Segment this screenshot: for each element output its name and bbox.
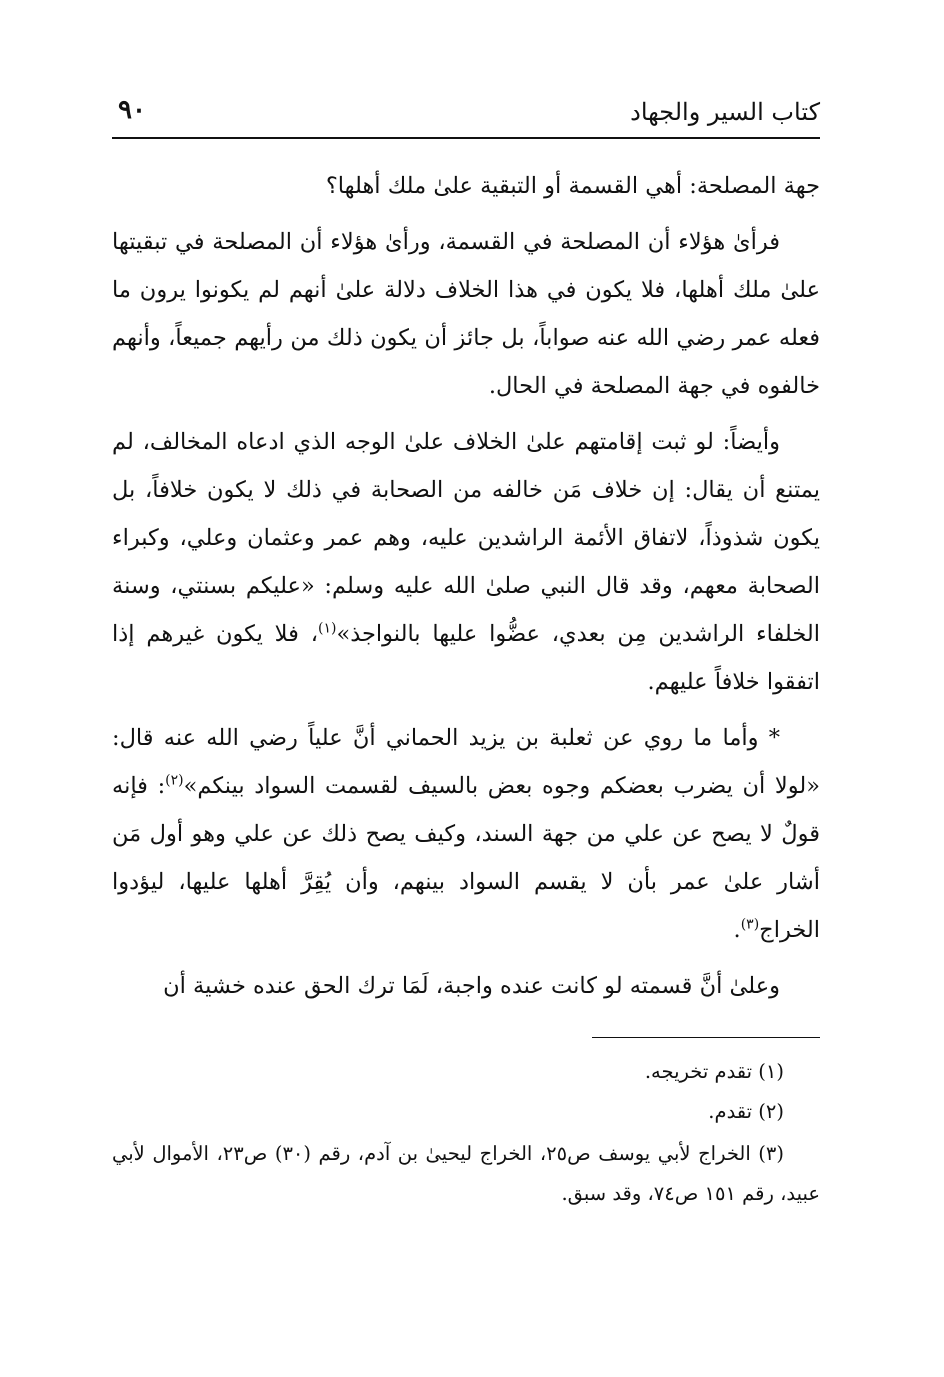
paragraph-5: وعلىٰ أنَّ قسمته لو كانت عنده واجبة، لَمَا ترك الحق عنده خشية أن xyxy=(163,973,780,999)
footnotes xyxy=(112,1052,820,1214)
paragraph-2: فرأىٰ هؤلاء أن المصلحة في القسمة، ورأىٰ هؤلاء أن المصلحة في تبقيتها علىٰ ملك أهلها، فلا يكون في هذا الخلاف دلالة علىٰ أنهم لم يكونوا يرون ما فعله عمر رضي الله عنه صواباً، بل جائز أن يكون ذلك من رأيهم جميعاً، وأنهم خالفوه في جهة المصلحة في الحال. xyxy=(112,229,820,399)
paragraph-4-tail: : فإنه قولٌ لا يصح عن علي من جهة السند، وكيف يصح ذلك عن علي وهو أول مَن أشار علىٰ عمر بأن لا يقسم السواد بينهم، وأن يُقِرَّ أهلها عليها، ليؤدوا الخراج xyxy=(112,773,820,943)
page-number: ٩٠ xyxy=(118,95,146,125)
paragraph-4-lead: * وأما ما روي عن ثعلبة بن يزيد الحماني أنَّ علياً رضي الله عنه قال: «لولا أن يضرب بعضكم وجوه بعض بالسيف لقسمت السواد بينكم» xyxy=(112,725,821,799)
footnote-ref-3[interactable]: (٣) xyxy=(740,916,760,933)
paragraph-3-text: وأيضاً: لو ثبت إقامتهم علىٰ الخلاف علىٰ الوجه الذي ادعاه المخالف، لم يمتنع أن يقال: إن خلاف مَن خالفه من الصحابة في ذلك لا يكون خلافاً، بل يكون شذوذاً، لاتفاق الأئمة الراشدين عليه، وهم عمر وعثمان وعلي، وكبراء الصحابة معهم، وقد قال النبي صلىٰ الله عليه وسلم: «عليكم بسنتي، وسنة الخلفاء الراشدين مِن بعدي، عضُّوا عليها بالنواجذ» xyxy=(112,429,820,647)
footnote-ref-1[interactable]: (١) xyxy=(317,620,337,637)
paragraph-1: جهة المصلحة: أهي القسمة أو التبقية علىٰ ملك أهلها؟ xyxy=(325,173,820,199)
footnote-2: (٢) تقدم. xyxy=(708,1100,784,1123)
main-text xyxy=(112,162,820,1018)
paragraph-4-end: . xyxy=(733,917,741,943)
footnote-ref-2[interactable]: (٢) xyxy=(165,772,184,789)
paragraph-4 xyxy=(112,714,820,954)
paragraph-3-tail: ، فلا يكون غيرهم إذا اتفقوا خلافاً عليهم. xyxy=(112,621,820,695)
footnote-3: (٣) الخراج لأبي يوسف ص٢٥، الخراج ليحيىٰ بن آدم، رقم (٣٠) ص٢٣، الأموال لأبي عبيد، رقم ١٥١ ص٧٤، وقد سبق. xyxy=(112,1142,820,1205)
running-header xyxy=(112,92,820,136)
footnote-1: (١) تقدم تخريجه. xyxy=(644,1060,784,1083)
footnote-divider xyxy=(592,1037,820,1038)
header-divider xyxy=(112,137,820,139)
header-title: كتاب السير والجهاد xyxy=(630,98,820,126)
paragraph-3 xyxy=(112,418,820,706)
